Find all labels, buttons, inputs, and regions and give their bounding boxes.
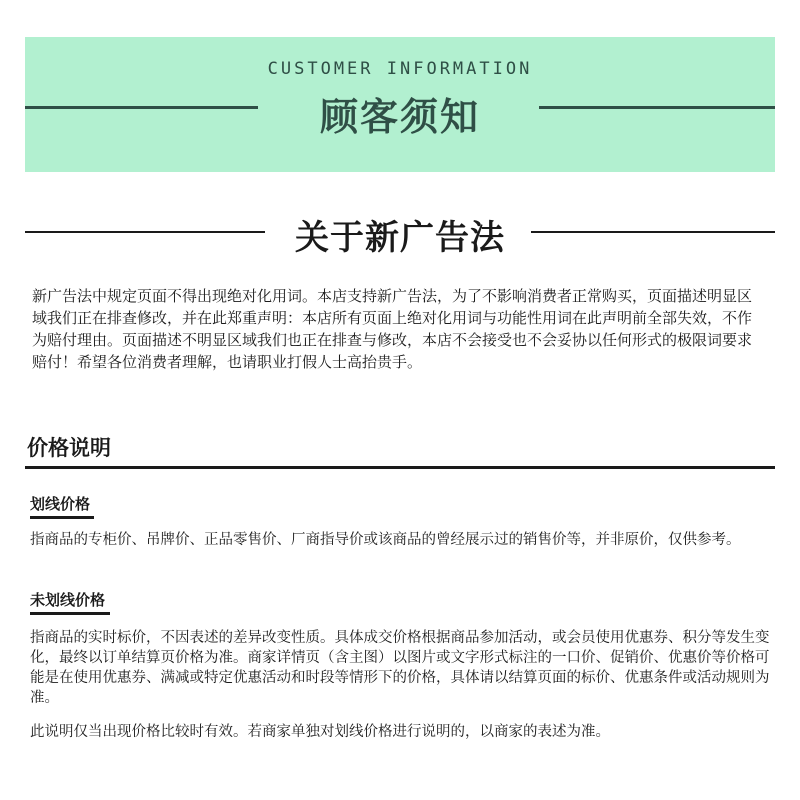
strikethrough-price-label: 划线价格 [30, 495, 91, 513]
price-explanation-heading: 价格说明 [27, 436, 111, 460]
ad-law-title-block [25, 205, 775, 265]
banner-title: 顾客须知 [319, 94, 480, 139]
ad-law-statement: 新广告法中规定页面不得出现绝对化用词。本店支持新广告法，为了不影响消费者正常购买，页面描述明显区域我们正在排查修改，并在此郑重声明：本店所有页面上绝对化用词与功能性用词在此声明前全部失效，不作为赔付理由。页面描述不明显区域我们也正在排查与修改，本店不会接受也不会妥协以任何形式的极限词要求赔付！希望各位消费者理解，也请职业打假人士高抬贵手。 [32, 287, 753, 371]
unstrikethrough-label-underline [30, 612, 110, 615]
banner-subtitle: CUSTOMER INFORMATION [267, 59, 533, 79]
price-heading-rule [25, 466, 775, 469]
customer-info-banner [25, 37, 775, 172]
unstrikethrough-price-label: 未划线价格 [30, 591, 106, 609]
unstrikethrough-price-text: 指商品的实时标价，不因表述的差异改变性质。具体成交价格根据商品参加活动，或会员使用优惠券、积分等发生变化，最终以订单结算页价格为准。商家详情页（含主图）以图片或文字形式标注的一口价、促销价、优惠价等价格可能是在使用优惠券、满减或特定优惠活动和时段等情形下的价格，具体请以结算页面的标价、优惠条件或活动规则为准。 [30, 630, 770, 706]
strikethrough-price-text: 指商品的专柜价、吊牌价、正品零售价、厂商指导价或该商品的曾经展示过的销售价等，并非原价，仅供参考。 [30, 532, 741, 548]
strikethrough-label-underline [30, 516, 94, 519]
ad-law-title: 关于新广告法 [295, 218, 505, 258]
price-comparison-note: 此说明仅当出现价格比较时有效。若商家单独对划线价格进行说明的，以商家的表述为准。 [30, 724, 610, 740]
